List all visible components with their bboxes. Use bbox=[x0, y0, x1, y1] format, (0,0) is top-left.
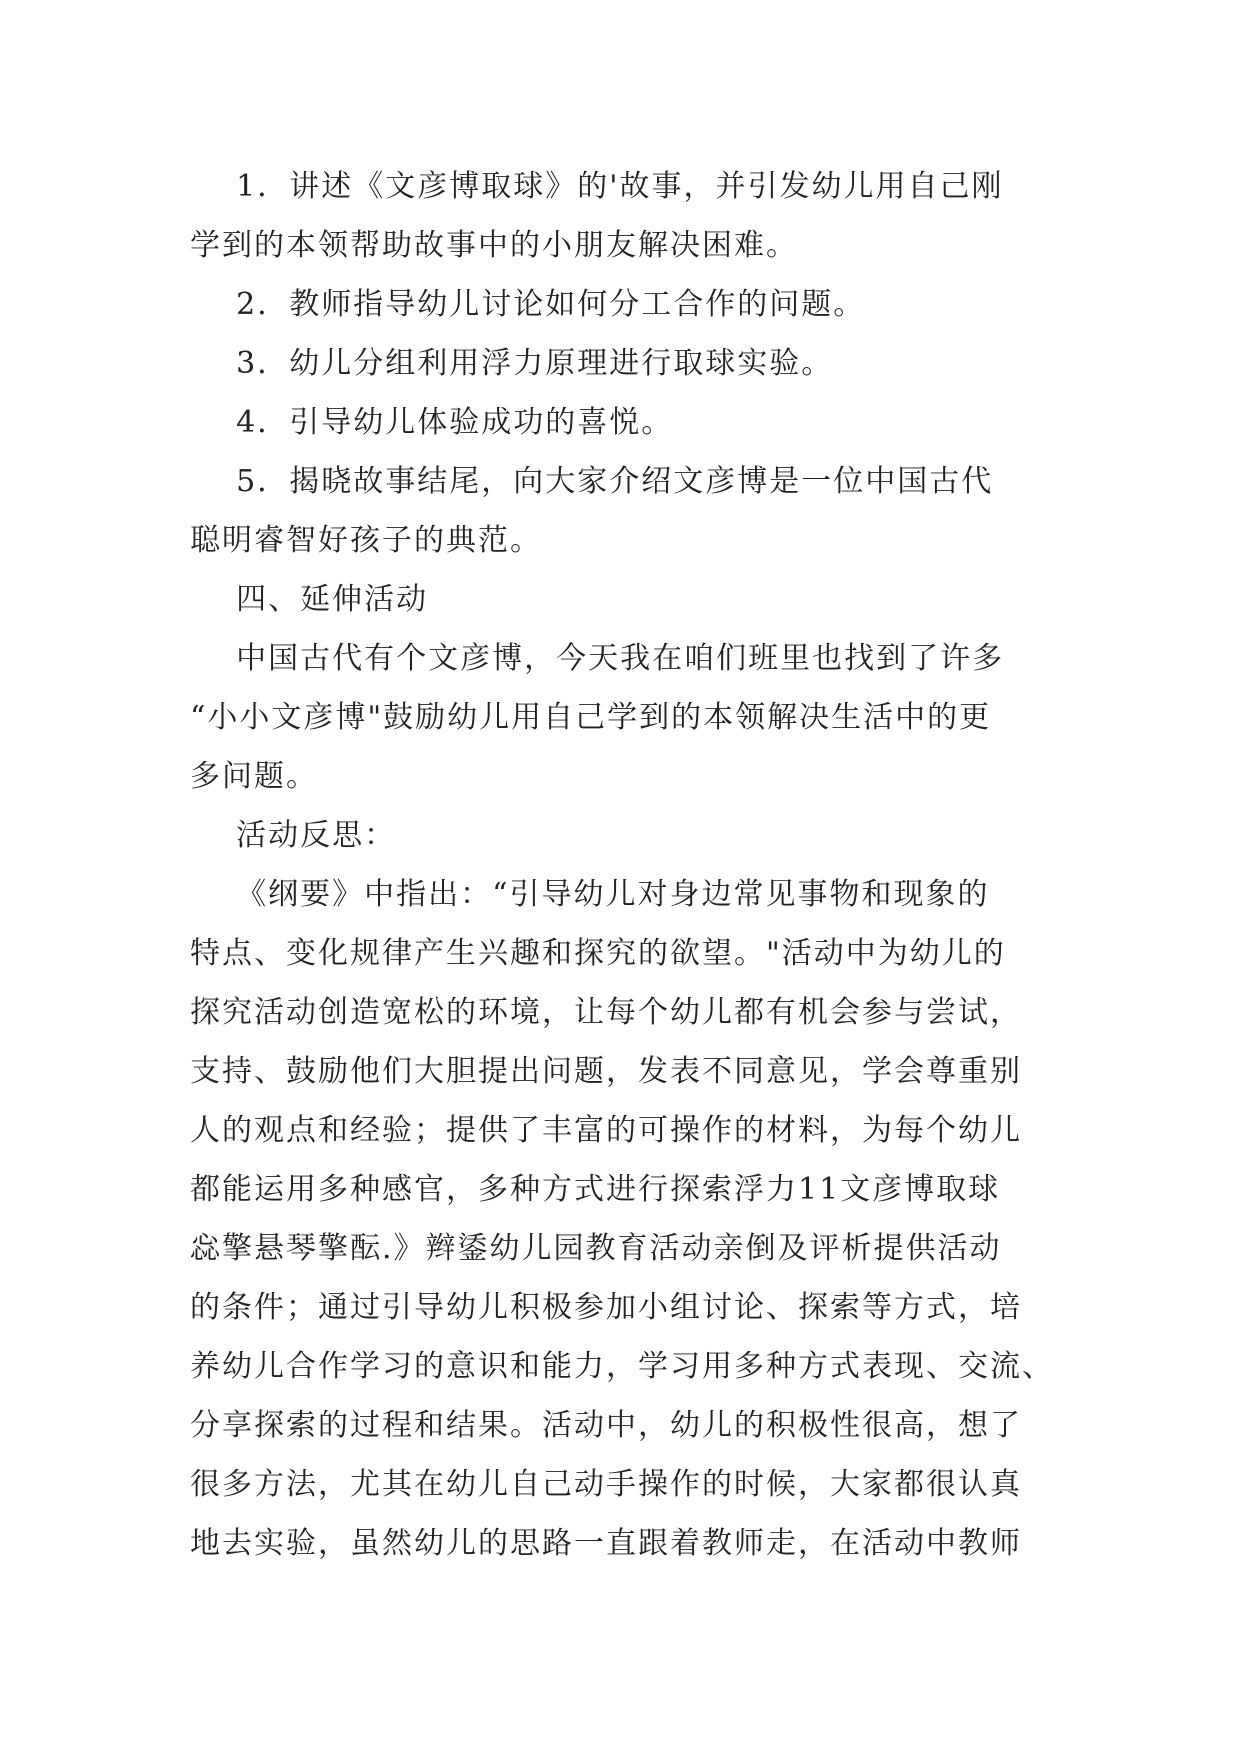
text-line: 5．揭晓故事结尾，向大家介绍文彦博是一位中国古代 bbox=[190, 464, 994, 499]
document-body bbox=[190, 157, 1054, 1573]
text-line: 聪明睿智好孩子的典范。 bbox=[190, 523, 542, 558]
text-line: 探究活动创造宽松的环境，让每个幼儿都有机会参与尝试， bbox=[190, 995, 1022, 1030]
text-line: 2．教师指导幼儿讨论如何分工合作的问题。 bbox=[190, 287, 866, 322]
text-line: 3．幼儿分组利用浮力原理进行取球实验。 bbox=[190, 346, 834, 381]
text-line: 很多方法，尤其在幼儿自己动手操作的时候，大家都很认真 bbox=[190, 1467, 1022, 1502]
text-line: 人的观点和经验；提供了丰富的可操作的材料，为每个幼儿 bbox=[190, 1113, 1022, 1148]
text-line: 中国古代有个文彦博，今天我在咱们班里也找到了许多 bbox=[190, 641, 1005, 676]
text-line: 学到的本领帮助故事中的小朋友解决困难。 bbox=[190, 228, 798, 263]
text-line: 分享探索的过程和结果。活动中，幼儿的积极性很高，想了 bbox=[190, 1408, 1022, 1443]
text-line: 惢擎悬琴擎酝.》辫鋈幼儿园教育活动亲倒及评析提供活动 bbox=[190, 1231, 1002, 1266]
text-line: 地去实验，虽然幼儿的思路一直跟着教师走，在活动中教师 bbox=[190, 1526, 1022, 1561]
text-line: 支持、鼓励他们大胆提出问题，发表不同意见，学会尊重别 bbox=[190, 1054, 1022, 1089]
text-line: 的条件；通过引导幼儿积极参加小组讨论、探索等方式，培 bbox=[190, 1290, 1022, 1325]
text-line: 特点、变化规律产生兴趣和探究的欲望。"活动中为幼儿的 bbox=[190, 936, 1006, 971]
text-line: “小小文彦博"鼓励幼儿用自己学到的本领解决生活中的更 bbox=[190, 700, 992, 735]
text-line: 多问题。 bbox=[190, 759, 318, 794]
section-heading: 四、延伸活动 bbox=[190, 582, 429, 617]
section-heading: 活动反思： bbox=[190, 818, 397, 853]
text-line: 1．讲述《文彦博取球》的'故事，并引发幼儿用自己刚 bbox=[190, 169, 1004, 204]
text-line: 都能运用多种感官，多种方式进行探索浮力11文彦博取球 bbox=[190, 1172, 1001, 1207]
text-line: 养幼儿合作学习的意识和能力，学习用多种方式表现、交流、 bbox=[190, 1349, 1054, 1384]
text-line: 4．引导幼儿体验成功的喜悦。 bbox=[190, 405, 674, 440]
text-line: 《纲要》中指出：“引导幼儿对身边常见事物和现象的 bbox=[190, 877, 990, 912]
